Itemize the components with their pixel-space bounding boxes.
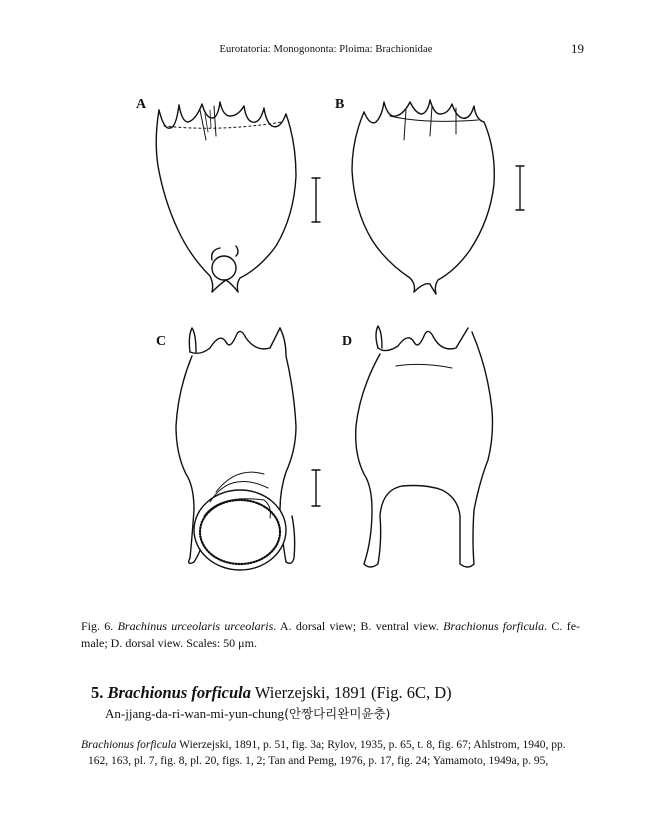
panel-label-d: D	[342, 334, 353, 349]
scale-bar-b	[516, 166, 524, 210]
synonymy-line-1: Wierzejski, 1891, p. 51, fig. 3a; Rylov, 1935, p. 65, t. 8, fig. 67; Ahlstrom, 1940, pp.	[176, 739, 566, 751]
drawing-c	[176, 328, 296, 570]
panel-label-c: C	[156, 334, 167, 349]
caption-species-1: Brachinus urceolaris urceolaris	[117, 619, 274, 633]
species-number: 5.	[91, 683, 104, 702]
synonymy-line-2: 162, 163, pl. 7, fig. 8, pl. 20, figs. 1, 2; Tan and Pemg, 1976, p. 17, fig. 24; Yamamoto, 1949a, p. 95,	[88, 755, 549, 767]
species-heading	[91, 683, 452, 703]
scale-bar-a	[312, 178, 320, 222]
caption-part-1: . A. dorsal view; B. ventral view.	[273, 619, 439, 633]
drawing-d	[356, 326, 493, 567]
caption-part-2: . C. fe-	[544, 619, 581, 633]
drawing-a	[156, 102, 296, 292]
page-number: 19	[571, 41, 584, 56]
scale-bar-c	[312, 470, 320, 506]
korean-common-name	[105, 704, 390, 722]
caption-fig-label: Fig. 6.	[81, 619, 114, 633]
panel-label-b: B	[335, 97, 345, 112]
synonymy-species: Brachionus forficula	[81, 739, 177, 751]
caption-part-3: male; D. dorsal view. Scales: 50 μm.	[81, 636, 257, 650]
figure-caption	[81, 618, 580, 652]
synonymy-text	[81, 737, 580, 769]
species-authority: Wierzejski, 1891 (Fig. 6C, D)	[254, 683, 452, 702]
caption-species-2: Brachionus forficula	[443, 619, 545, 633]
korean-romanization: An-jjang-da-ri-wan-mi-yun-chung	[105, 706, 285, 721]
panel-label-a: A	[136, 97, 147, 112]
korean-hangul: (안짱다리완미윤충)	[284, 706, 391, 721]
figure-6	[60, 70, 600, 610]
running-head: Eurotatoria: Monogononta: Ploima: Brachionidae	[219, 44, 433, 55]
species-name: Brachionus forficula	[107, 683, 251, 702]
drawing-b	[352, 100, 494, 294]
